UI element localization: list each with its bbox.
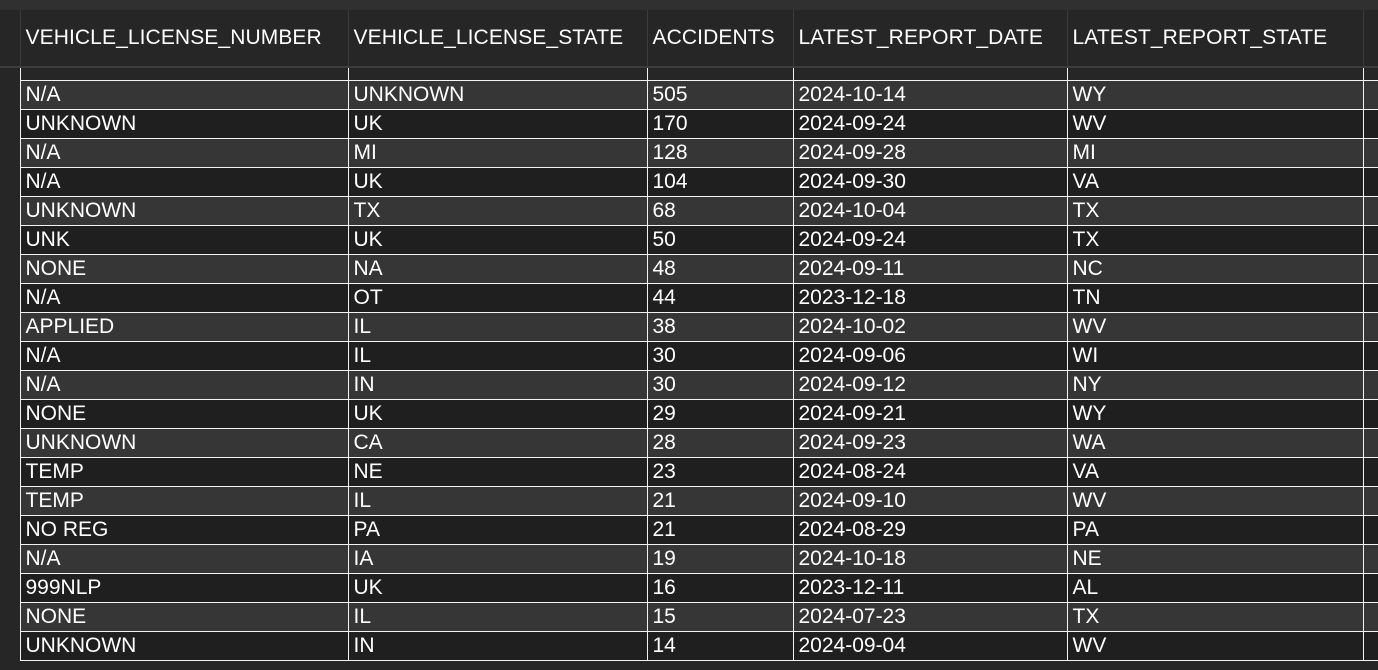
cell-vehicle-license-number[interactable]: NONE [20,255,348,284]
cell-latest-report-date[interactable]: 2024-09-24 [793,110,1067,139]
cell-vehicle-license-number[interactable]: UNK [20,226,348,255]
table-row[interactable] [0,632,1378,661]
cell-vehicle-license-number[interactable]: N/A [20,545,348,574]
cell-vehicle-license-number[interactable]: N/A [20,139,348,168]
cell-vehicle-license-number[interactable]: N/A [20,284,348,313]
cell-latest-report-state[interactable]: WV [1067,313,1363,342]
cell-vehicle-license-state[interactable]: UK [348,400,647,429]
cell-accidents[interactable]: 21 [647,516,793,545]
row-filler [1363,371,1378,400]
row-gutter [0,400,20,429]
row-gutter [0,632,20,661]
cell-accidents[interactable]: 170 [647,110,793,139]
row-filler [1363,632,1378,661]
cell-vehicle-license-number[interactable]: TEMP [20,487,348,516]
cell-latest-report-state[interactable]: TX [1067,226,1363,255]
column-header-latest-report-state[interactable]: LATEST_REPORT_STATE [1067,10,1363,67]
cell-vehicle-license-number[interactable]: NONE [20,400,348,429]
row-filler [1363,81,1378,110]
cell-vehicle-license-number[interactable]: APPLIED [20,313,348,342]
row-filler [1363,458,1378,487]
column-header-accidents[interactable]: ACCIDENTS [647,10,793,67]
row-gutter [0,487,20,516]
row-gutter [0,110,20,139]
cell-latest-report-date[interactable]: 2023-12-18 [793,284,1067,313]
cell-vehicle-license-state[interactable]: IL [348,342,647,371]
row-gutter [0,139,20,168]
row-filler [1363,255,1378,284]
cell-accidents[interactable]: 14 [647,632,793,661]
cell-latest-report-date[interactable]: 2024-10-18 [793,545,1067,574]
cell-accidents[interactable]: 505 [647,81,793,110]
cell-latest-report-state[interactable]: VA [1067,458,1363,487]
cell-latest-report-date[interactable]: 2024-09-12 [793,371,1067,400]
row-filler [1363,516,1378,545]
cell-vehicle-license-state[interactable]: OT [348,284,647,313]
table-row[interactable] [0,197,1378,226]
cell-latest-report-state[interactable]: WV [1067,632,1363,661]
cell-vehicle-license-state[interactable]: IL [348,313,647,342]
row-gutter [0,574,20,603]
cell-latest-report-state[interactable]: NE [1067,545,1363,574]
row-gutter [0,429,20,458]
cell-vehicle-license-state[interactable]: IN [348,632,647,661]
cell-vehicle-license-state[interactable]: IL [348,487,647,516]
column-header-vehicle-license-number[interactable]: VEHICLE_LICENSE_NUMBER [20,10,348,67]
cell-accidents[interactable]: 28 [647,429,793,458]
row-filler [1363,139,1378,168]
table-row[interactable] [0,545,1378,574]
table-row[interactable] [0,139,1378,168]
cell-latest-report-state[interactable]: PA [1067,516,1363,545]
cell-latest-report-date[interactable]: 2024-08-24 [793,458,1067,487]
cell-latest-report-state[interactable]: AL [1067,574,1363,603]
cell-latest-report-date[interactable]: 2024-08-29 [793,516,1067,545]
cell-latest-report-state[interactable]: WA [1067,429,1363,458]
cell-accidents[interactable]: 104 [647,168,793,197]
row-filler [1363,110,1378,139]
row-filler [1363,313,1378,342]
cell-latest-report-state[interactable]: WY [1067,400,1363,429]
cell-accidents[interactable]: 44 [647,284,793,313]
row-gutter [0,545,20,574]
table-row[interactable] [0,487,1378,516]
row-filler [1363,168,1378,197]
cell-accidents[interactable]: 15 [647,603,793,632]
cell-latest-report-date[interactable]: 2024-09-28 [793,139,1067,168]
cell-accidents[interactable]: 30 [647,371,793,400]
table-row[interactable] [0,458,1378,487]
cell-latest-report-state[interactable]: WV [1067,110,1363,139]
cell-vehicle-license-number[interactable]: UNKNOWN [20,197,348,226]
results-table [0,10,1378,661]
row-filler [1363,284,1378,313]
cell-vehicle-license-number[interactable]: N/A [20,371,348,400]
cell-latest-report-date[interactable]: 2024-09-23 [793,429,1067,458]
row-filler [1363,400,1378,429]
header-spacer-row [0,67,1378,81]
row-gutter [0,516,20,545]
cell-vehicle-license-number[interactable]: TEMP [20,458,348,487]
cell-latest-report-date[interactable]: 2024-09-04 [793,632,1067,661]
cell-vehicle-license-state[interactable]: UK [348,168,647,197]
row-gutter [0,342,20,371]
column-header-vehicle-license-state[interactable]: VEHICLE_LICENSE_STATE [348,10,647,67]
cell-accidents[interactable]: 30 [647,342,793,371]
cell-accidents[interactable]: 21 [647,487,793,516]
cell-accidents[interactable]: 48 [647,255,793,284]
cell-accidents[interactable]: 23 [647,458,793,487]
row-filler [1363,197,1378,226]
row-filler [1363,545,1378,574]
cell-latest-report-date[interactable]: 2024-09-06 [793,342,1067,371]
table-row[interactable] [0,284,1378,313]
cell-latest-report-state[interactable]: WV [1067,487,1363,516]
cell-accidents[interactable]: 16 [647,574,793,603]
cell-latest-report-date[interactable]: 2024-10-14 [793,81,1067,110]
cell-latest-report-date[interactable]: 2024-09-24 [793,226,1067,255]
cell-vehicle-license-state[interactable]: TX [348,197,647,226]
row-gutter [0,81,20,110]
cell-latest-report-date[interactable]: 2024-09-11 [793,255,1067,284]
cell-accidents[interactable]: 19 [647,545,793,574]
cell-accidents[interactable]: 128 [647,139,793,168]
cell-vehicle-license-number[interactable]: N/A [20,342,348,371]
column-header-latest-report-date[interactable]: LATEST_REPORT_DATE [793,10,1067,67]
row-filler [1363,487,1378,516]
cell-latest-report-state[interactable]: TX [1067,197,1363,226]
row-gutter [0,226,20,255]
table-row[interactable] [0,371,1378,400]
table-row[interactable] [0,226,1378,255]
row-gutter [0,313,20,342]
cell-accidents[interactable]: 29 [647,400,793,429]
row-gutter [0,458,20,487]
cell-latest-report-state[interactable]: WY [1067,81,1363,110]
cell-vehicle-license-state[interactable]: IL [348,603,647,632]
row-gutter [0,197,20,226]
row-filler [1363,429,1378,458]
table-row[interactable] [0,168,1378,197]
table-row[interactable] [0,342,1378,371]
cell-vehicle-license-number[interactable]: N/A [20,168,348,197]
cell-latest-report-date[interactable]: 2024-10-02 [793,313,1067,342]
table-row[interactable] [0,313,1378,342]
table-row[interactable] [0,255,1378,284]
cell-vehicle-license-number[interactable]: UNKNOWN [20,632,348,661]
cell-latest-report-date[interactable]: 2024-07-23 [793,603,1067,632]
cell-vehicle-license-state[interactable]: UNKNOWN [348,81,647,110]
cell-latest-report-state[interactable]: TX [1067,603,1363,632]
row-gutter [0,371,20,400]
row-gutter [0,255,20,284]
cell-accidents[interactable]: 38 [647,313,793,342]
cell-accidents[interactable]: 50 [647,226,793,255]
cell-vehicle-license-state[interactable]: NA [348,255,647,284]
cell-vehicle-license-state[interactable]: NE [348,458,647,487]
row-filler [1363,226,1378,255]
cell-accidents[interactable]: 68 [647,197,793,226]
row-filler [1363,603,1378,632]
row-filler [1363,342,1378,371]
cell-vehicle-license-state[interactable]: MI [348,139,647,168]
cell-latest-report-date[interactable]: 2024-09-10 [793,487,1067,516]
table-row[interactable] [0,400,1378,429]
cell-latest-report-state[interactable]: NY [1067,371,1363,400]
cell-latest-report-date[interactable]: 2024-09-21 [793,400,1067,429]
table-row[interactable] [0,603,1378,632]
cell-latest-report-date[interactable]: 2024-09-30 [793,168,1067,197]
cell-latest-report-date[interactable]: 2024-10-04 [793,197,1067,226]
cell-latest-report-state[interactable]: WI [1067,342,1363,371]
row-gutter [0,284,20,313]
row-gutter [0,603,20,632]
row-gutter-header [0,10,20,67]
cell-vehicle-license-number[interactable]: 999NLP [20,574,348,603]
table-row[interactable] [0,81,1378,110]
header-row [0,10,1378,67]
cell-latest-report-state[interactable]: TN [1067,284,1363,313]
header-filler [1363,10,1378,67]
cell-vehicle-license-number[interactable]: N/A [20,81,348,110]
cell-vehicle-license-state[interactable]: PA [348,516,647,545]
cell-vehicle-license-number[interactable]: UNKNOWN [20,429,348,458]
cell-vehicle-license-state[interactable]: CA [348,429,647,458]
row-filler [1363,574,1378,603]
cell-latest-report-state[interactable]: NC [1067,255,1363,284]
cell-vehicle-license-number[interactable]: NO REG [20,516,348,545]
cell-latest-report-state[interactable]: MI [1067,139,1363,168]
cell-vehicle-license-state[interactable]: IA [348,545,647,574]
results-grid [0,10,1378,670]
cell-vehicle-license-number[interactable]: UNKNOWN [20,110,348,139]
table-row[interactable] [0,574,1378,603]
table-row[interactable] [0,429,1378,458]
cell-vehicle-license-state[interactable]: UK [348,574,647,603]
table-row[interactable] [0,110,1378,139]
row-gutter [0,168,20,197]
cell-vehicle-license-state[interactable]: UK [348,110,647,139]
cell-vehicle-license-state[interactable]: UK [348,226,647,255]
cell-latest-report-date[interactable]: 2023-12-11 [793,574,1067,603]
cell-vehicle-license-state[interactable]: IN [348,371,647,400]
cell-vehicle-license-number[interactable]: NONE [20,603,348,632]
cell-latest-report-state[interactable]: VA [1067,168,1363,197]
table-row[interactable] [0,516,1378,545]
